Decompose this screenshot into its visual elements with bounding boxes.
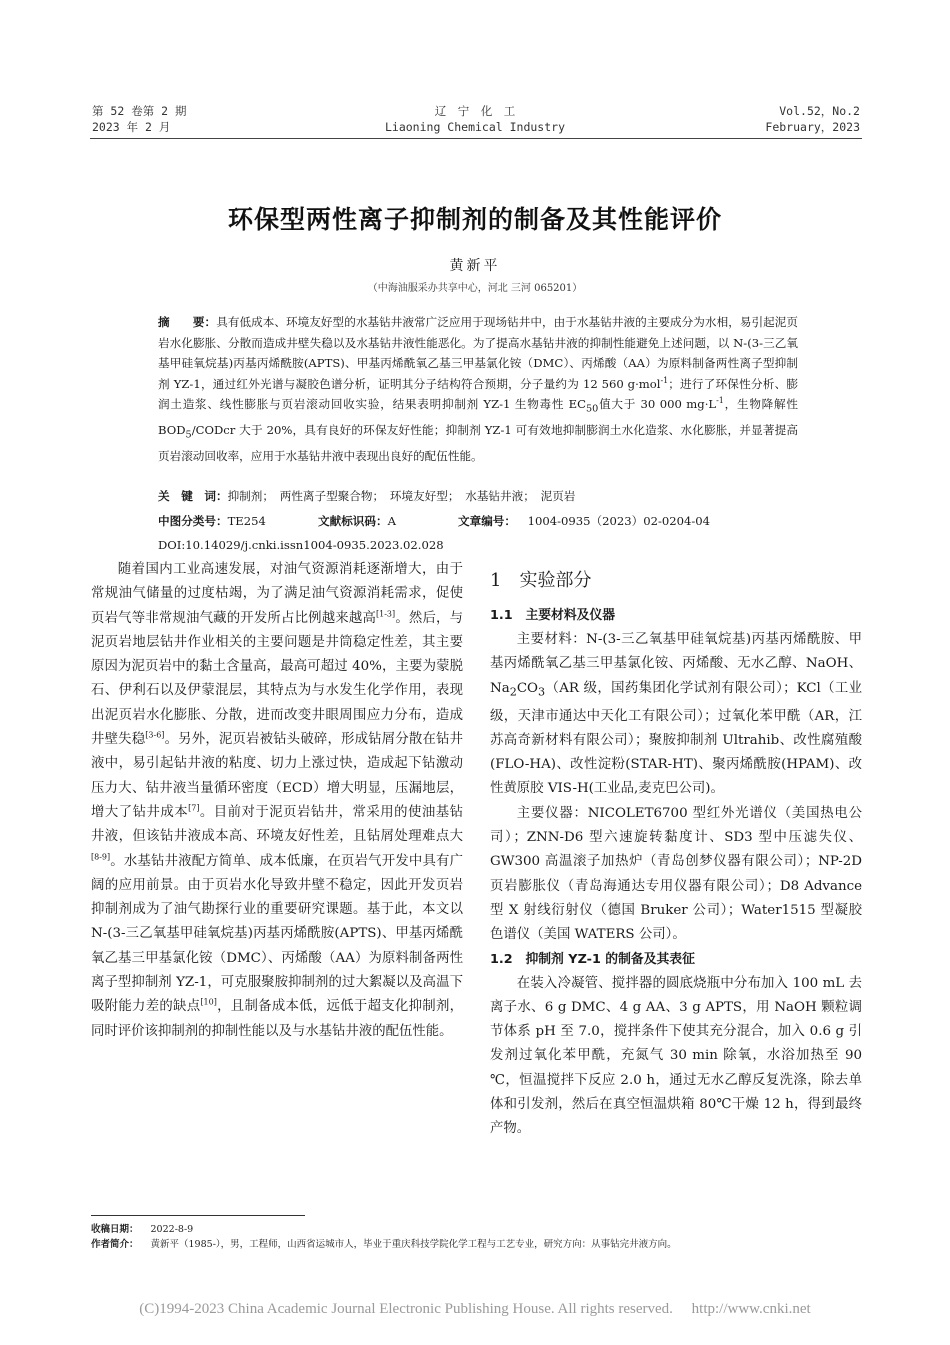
header-vol-en: Vol.52，No.2 (779, 104, 860, 118)
author-name: 黄新平 (449, 258, 501, 274)
article-number-label: 文章编号： (458, 514, 516, 528)
doc-code-label: 文献标识码： (318, 514, 388, 528)
abstract (158, 312, 798, 467)
author-bio-label: 作者简介： (91, 1239, 139, 1250)
experimental-column (490, 568, 862, 1142)
subsection-heading-1-2: 1.2 抑制剂 YZ-1 的制备及其表征 (490, 951, 695, 967)
abstract-sub-ec: 50 (586, 403, 599, 415)
keywords-label: 关 键 词： (158, 489, 228, 503)
received-label: 收稿日期： (91, 1224, 139, 1235)
intro-text-5: 。水基钻井液配方简单、成本低廉，在页岩气开发中具有广阔的应用前景。由于页岩水化导致井壁不稳定，因此开发页岩抑制剂成为了油气勘探行业的重要研究课题。基于此，本文以 N-(3-三乙氧基甲硅氧烷基)丙基丙烯酰胺(APTS)、甲基丙烯酰氧乙基三甲基氯化铵（DMC）、丙烯酸（AA）为原料制备两性离子型抑制剂 YZ-1，可克服聚胺抑制剂的过大絮凝以及高温下吸附能力差的缺点 (91, 853, 463, 1015)
citation-5: [10] (200, 997, 217, 1007)
abstract-sup-2: -1 (716, 396, 724, 406)
classification-row (158, 513, 798, 529)
intro-text-6: ，且制备成本低，远低于超支化抑制剂，同时评价该抑制剂的抑制性能以及与水基钻井液的配伍性能。 (91, 999, 464, 1039)
doi: DOI:10.14029/j.cnki.issn1004-0935.2023.02.028 (158, 538, 444, 552)
preparation-paragraph: 在装入冷凝管、搅拌器的圆底烧瓶中分布加入 100 mL 去离子水、6 g DMC、4 g AA、3 g APTS，用 NaOH 颗粒调节体系 pH 至 7.0，搅拌条件下使其充分混合，加入 0.6 g 引发剂过氧化苯甲酰，充氮气 30 min 除氧，水浴加热至 90 ℃，恒温搅拌下反应 2.0 h，通过无水乙醇反复洗涤，除去单体和引发剂，然后在真空恒温烘箱 80℃干燥 12 h，得到最终产物。 (490, 975, 862, 1137)
header-volume-en (765, 103, 860, 135)
materials-sub-3: 3 (538, 685, 546, 699)
intro-text-4: 。目前对于泥页岩钻井，常采用的使油基钻井液，但该钻井液成本高、环境友好性差，且钻屑处理难点大 (91, 804, 464, 845)
copyright-notice: (C)1994-2023 China Academic Journal Electronic Publishing House. All rights reserved. http://www.cnki.net (139, 1301, 811, 1317)
abstract-text-4: ，生物降解性 BOD (158, 397, 798, 438)
abstract-text-2: ；进行了环保性分析、膨润土造浆、线性膨胀与页岩滚动回收实验，结果表明抑制剂 YZ-1 生物毒性 EC (158, 376, 798, 412)
materials-paragraph (490, 628, 862, 802)
materials-sub-2: 2 (509, 685, 517, 699)
header-vol-cn: 第 52 卷第 2 期 (92, 104, 187, 118)
materials-co: CO (516, 680, 539, 696)
footnote-author-bio (91, 1236, 677, 1250)
received-date: 2022-8-9 (150, 1224, 194, 1235)
paper-title: 环保型两性离子抑制剂的制备及其性能评价 (227, 205, 722, 234)
abstract-sub-bod: 5 (185, 429, 192, 441)
author-bio-text: 黄新平（1985-），男，工程师，山西省运城市人，毕业于重庆科技学院化学工程与工艺专业，研究方向：从事钻完井液方向。 (150, 1239, 677, 1250)
materials-text-1: 主要材料：N-(3-三乙氧基甲硅氧烷基)丙基丙烯酰胺、甲基丙烯酰氧乙基三甲基氯化铵、丙烯酸、无水乙醇、NaOH、Na (490, 632, 862, 696)
header-journal-en: Liaoning Chemical Industry (384, 120, 565, 134)
keywords-text: 抑制剂； 两性离子型聚合物； 环境友好型； 水基钻井液； 泥页岩 (227, 489, 576, 503)
introduction-column (91, 558, 463, 1044)
doc-code-value: A (387, 514, 396, 528)
footnote-received (91, 1221, 193, 1235)
abstract-label: 摘 要： (158, 315, 217, 329)
abstract-text-3: 值大于 30 000 mg·L (598, 397, 717, 412)
citation-3: [7] (188, 803, 200, 813)
intro-text-3: 。另外，泥页岩被钻头破碎，形成钻屑分散在钻井液中，易引起钻井液的粘度、切力上涨过快，造成起下钻激动压力大、钻井液当量循环密度（ECD）增大明显，压漏地层，增大了钻井成本 (91, 732, 464, 820)
clc-label: 中图分类号： (158, 514, 228, 528)
citation-1: [1-3] (376, 609, 396, 619)
intro-text-1: 随着国内工业高速发展，对油气资源消耗逐渐增大，由于常规油气储量的过度枯竭，为了满足油气资源消耗需求，促使页岩气等非常规油气藏的开发所占比例越来越高 (91, 562, 463, 626)
header-journal-cn: 辽 宁 化 工 (434, 104, 516, 118)
footnote-divider (91, 1215, 305, 1216)
citation-2: [3-6] (145, 730, 165, 740)
abstract-text-1: 具有低成本、环境友好型的水基钻井液常广泛应用于现场钻井中，由于水基钻井液的主要成分为水相，易引起泥页岩水化膨胀、分散而造成井壁失稳以及水基钻井液性能恶化。为了提高水基钻井液的抑制性能避免上述问题，以 N-(3-三乙氧基甲硅氧烷基)丙基丙烯酰胺(APTS)、甲基丙烯酰氧乙基三甲基氯化铵（DMC）、丙烯酸（AA）为原料制备两性离子型抑制剂 YZ-1，通过红外光谱与凝胶色谱分析，证明其分子结构符合预期，分子量约为 12 560 g·mol (158, 315, 798, 391)
intro-paragraph (91, 558, 463, 1044)
section-heading-1: 1 实验部分 (490, 570, 592, 591)
header-date-en: February，2023 (765, 120, 860, 134)
subsection-heading-1-1: 1.1 主要材料及仪器 (490, 608, 616, 623)
clc-value: TE254 (227, 514, 266, 528)
citation-4: [8-9] (91, 852, 111, 862)
header-date-cn: 2023 年 2 月 (92, 120, 171, 134)
author-affiliation: （中海油服采办共享中心，河北 三河 065201） (367, 283, 583, 294)
materials-text-2: （AR 级，国药集团化学试剂有限公司）；KCl（工业级，天津市通达中天化工有限公司）；过氧化苯甲酰（AR，江苏高奇新材料有限公司）；聚胺抑制剂 Ultrahib、改性腐殖酸(FLO-HA)、改性淀粉(STAR-HT)、聚丙烯酰胺(HPAM)、改性黄原胶 VIS-H(工业品,麦克巴公司)。 (490, 680, 862, 797)
keywords (158, 488, 798, 504)
abstract-sup-1: -1 (660, 375, 669, 385)
article-number-value: 1004-0935（2023）02-0204-04 (527, 514, 711, 528)
instruments-paragraph: 主要仪器：NICOLET6700 型红外光谱仪（美国热电公司）；ZNN-D6 型六速旋转黏度计、SD3 型中压滤失仪、GW300 高温滚子加热炉（青岛创梦仪器有限公司）；NP-2D 页岩膨胀仪（青岛海通达专用仪器有限公司）；D8 Advance 型 X 射线衍射仪（德国 Bruker 公司）；Water1515 型凝胶色谱仪（美国 WATERS 公司）。 (490, 805, 862, 943)
header-divider (90, 138, 862, 139)
intro-text-2: 。然后，与泥页岩地层钻井作业相关的主要问题是井筒稳定性差，其主要原因为泥页岩中的黏土含量高，最高可超过 40%，主要为蒙脱石、伊利石以及伊蒙混层，其特点为与水发生化学作用，表现出泥页岩水化膨胀、分散，进而改变井眼周围应力分布，造成井壁失稳 (91, 610, 464, 748)
abstract-text-5: /CODcr 大于 20%，具有良好的环保友好性能；抑制剂 YZ-1 可有效地抑制膨润土水化造浆、水化膨胀，并显著提高页岩滚动回收率，应用于水基钻井液中表现出良好的配伍性能。 (158, 423, 798, 464)
